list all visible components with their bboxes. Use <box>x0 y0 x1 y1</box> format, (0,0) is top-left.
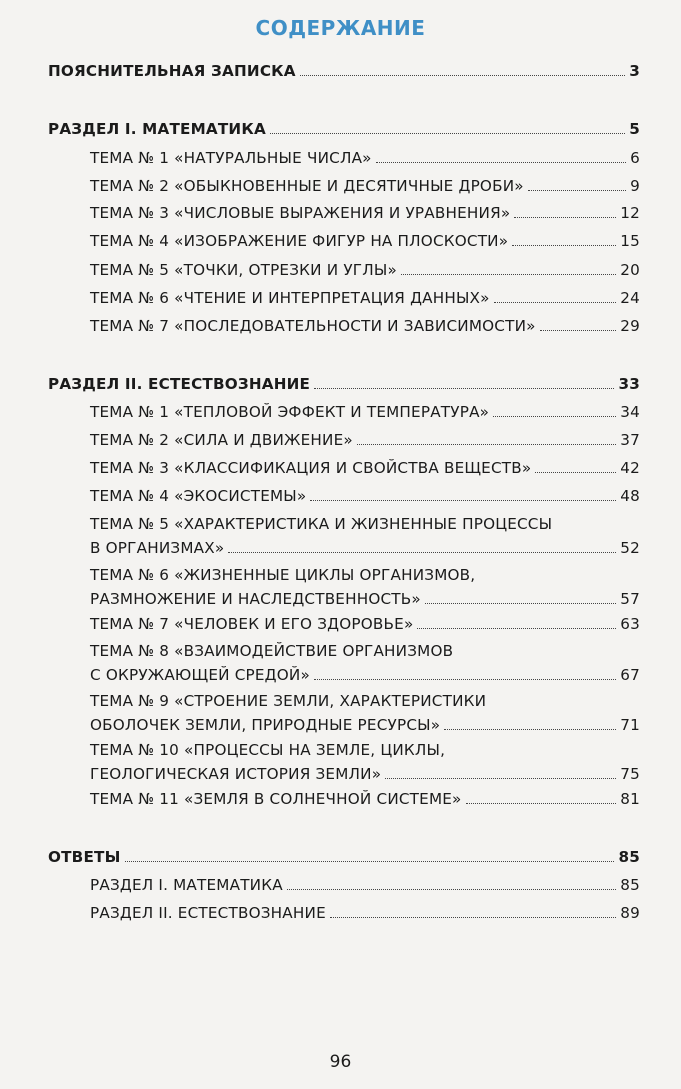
toc-entry-math-topic-1[interactable] <box>90 149 640 167</box>
toc-entry-science-topic-9[interactable] <box>90 692 640 734</box>
toc-entry-label-line1: ТЕМА № 6 «ЖИЗНЕННЫЕ ЦИКЛЫ ОРГАНИЗМОВ, <box>90 566 476 584</box>
dot-leader <box>417 627 616 629</box>
dot-leader <box>330 916 616 918</box>
toc-entry-page: 3 <box>629 62 640 80</box>
toc-entry-section-1[interactable] <box>48 120 640 138</box>
dot-leader <box>228 551 616 553</box>
toc-entry-label: ТЕМА № 11 «ЗЕМЛЯ В СОЛНЕЧНОЙ СИСТЕМЕ» <box>90 790 462 808</box>
dot-leader <box>300 74 625 76</box>
dot-leader <box>444 728 616 730</box>
toc-entry-page: 48 <box>620 487 640 505</box>
toc-entry-math-topic-7[interactable] <box>90 317 640 335</box>
toc-entry-page: 52 <box>620 539 640 557</box>
toc-entry-label-line2: РАЗМНОЖЕНИЕ И НАСЛЕДСТВЕННОСТЬ» <box>90 590 421 608</box>
toc-entry-label: ТЕМА № 6 «ЧТЕНИЕ И ИНТЕРПРЕТАЦИЯ ДАННЫХ» <box>90 289 490 307</box>
toc-entry-label: ТЕМА № 3 «КЛАССИФИКАЦИЯ И СВОЙСТВА ВЕЩЕСТВ» <box>90 459 532 477</box>
toc-entry-math-topic-2[interactable] <box>90 177 640 195</box>
toc-entry-answers-section-1[interactable] <box>90 876 640 894</box>
toc-entry-label: ОТВЕТЫ <box>48 848 121 866</box>
toc-entry-explanatory-note[interactable] <box>48 62 640 80</box>
dot-leader <box>314 678 616 680</box>
toc-entry-label-line1: ТЕМА № 8 «ВЗАИМОДЕЙСТВИЕ ОРГАНИЗМОВ <box>90 642 454 660</box>
toc-entry-label: ТЕМА № 3 «ЧИСЛОВЫЕ ВЫРАЖЕНИЯ И УРАВНЕНИЯ» <box>90 204 511 222</box>
dot-leader <box>287 888 616 890</box>
page-title: СОДЕРЖАНИЕ <box>255 16 426 40</box>
toc-entry-science-topic-7[interactable] <box>90 615 640 633</box>
toc-entry-label: РАЗДЕЛ II. ЕСТЕСТВОЗНАНИЕ <box>90 904 326 922</box>
toc-entry-label-line2: ОБОЛОЧЕК ЗЕМЛИ, ПРИРОДНЫЕ РЕСУРСЫ» <box>90 716 441 734</box>
toc-entry-page: 57 <box>620 590 640 608</box>
toc-entry-science-topic-11[interactable] <box>90 790 640 808</box>
page-number: 96 <box>329 1052 352 1072</box>
dot-leader <box>540 329 617 331</box>
toc-entry-label-line1: ТЕМА № 9 «СТРОЕНИЕ ЗЕМЛИ, ХАРАКТЕРИСТИКИ <box>90 692 487 710</box>
dot-leader <box>125 860 615 862</box>
toc-entry-math-topic-6[interactable] <box>90 289 640 307</box>
dot-leader <box>535 471 616 473</box>
toc-entry-page: 85 <box>620 876 640 894</box>
toc-entry-answers[interactable] <box>48 848 640 866</box>
toc-entry-page: 29 <box>620 317 640 335</box>
dot-leader <box>425 602 616 604</box>
toc-entry-science-topic-5[interactable] <box>90 515 640 557</box>
toc-entry-science-topic-6[interactable] <box>90 566 640 608</box>
dot-leader <box>270 132 625 134</box>
dot-leader <box>310 499 616 501</box>
toc-entry-page: 6 <box>630 149 640 167</box>
toc-entry-page: 20 <box>620 261 640 279</box>
toc-entry-science-topic-2[interactable] <box>90 431 640 449</box>
toc-entry-page: 5 <box>629 120 640 138</box>
toc-entry-science-topic-3[interactable] <box>90 459 640 477</box>
toc-entry-page: 33 <box>618 375 640 393</box>
toc-entry-science-topic-1[interactable] <box>90 403 640 421</box>
dot-leader <box>357 443 616 445</box>
toc-entry-math-topic-3[interactable] <box>90 204 640 222</box>
toc-entry-science-topic-4[interactable] <box>90 487 640 505</box>
toc-entry-label-line2: В ОРГАНИЗМАХ» <box>90 539 225 557</box>
toc-entry-page: 75 <box>620 765 640 783</box>
toc-entry-label-line1: ТЕМА № 5 «ХАРАКТЕРИСТИКА И ЖИЗНЕННЫЕ ПРОЦЕССЫ <box>90 515 553 533</box>
toc-entry-math-topic-5[interactable] <box>90 261 640 279</box>
toc-entry-label: РАЗДЕЛ II. ЕСТЕСТВОЗНАНИЕ <box>48 375 311 393</box>
dot-leader <box>376 161 626 163</box>
toc-entry-label: ТЕМА № 2 «СИЛА И ДВИЖЕНИЕ» <box>90 431 353 449</box>
toc-entry-page: 12 <box>620 204 640 222</box>
toc-entry-section-2[interactable] <box>48 375 640 393</box>
toc-entry-page: 85 <box>618 848 640 866</box>
toc-entry-page: 63 <box>620 615 640 633</box>
dot-leader <box>528 189 626 191</box>
toc-entry-label: ТЕМА № 1 «НАТУРАЛЬНЫЕ ЧИСЛА» <box>90 149 372 167</box>
toc-entry-label: ТЕМА № 5 «ТОЧКИ, ОТРЕЗКИ И УГЛЫ» <box>90 261 397 279</box>
dot-leader <box>494 301 617 303</box>
toc-entry-page: 37 <box>620 431 640 449</box>
toc-entry-page: 67 <box>620 666 640 684</box>
toc-entry-science-topic-10[interactable] <box>90 741 640 783</box>
toc-entry-label-line2: С ОКРУЖАЮЩЕЙ СРЕДОЙ» <box>90 666 310 684</box>
toc-entry-science-topic-8[interactable] <box>90 642 640 684</box>
toc-entry-page: 89 <box>620 904 640 922</box>
toc-entry-label: ТЕМА № 4 «ИЗОБРАЖЕНИЕ ФИГУР НА ПЛОСКОСТИ» <box>90 232 509 250</box>
dot-leader <box>385 777 616 779</box>
toc-entry-page: 34 <box>620 403 640 421</box>
toc-entry-label-line2: ГЕОЛОГИЧЕСКАЯ ИСТОРИЯ ЗЕМЛИ» <box>90 765 382 783</box>
toc-entry-page: 24 <box>620 289 640 307</box>
dot-leader <box>493 415 616 417</box>
toc-entry-label: ТЕМА № 7 «ПОСЛЕДОВАТЕЛЬНОСТИ И ЗАВИСИМОСТИ» <box>90 317 536 335</box>
dot-leader <box>314 387 614 389</box>
toc-entry-page: 42 <box>620 459 640 477</box>
dot-leader <box>401 273 616 275</box>
toc-entry-math-topic-4[interactable] <box>90 232 640 250</box>
toc-entry-page: 71 <box>620 716 640 734</box>
toc-entry-label: ТЕМА № 7 «ЧЕЛОВЕК И ЕГО ЗДОРОВЬЕ» <box>90 615 414 633</box>
dot-leader <box>512 244 616 246</box>
toc-entry-label: ТЕМА № 2 «ОБЫКНОВЕННЫЕ И ДЕСЯТИЧНЫЕ ДРОБИ» <box>90 177 524 195</box>
toc-entry-page: 81 <box>620 790 640 808</box>
toc-entry-page: 15 <box>620 232 640 250</box>
toc-entry-label: РАЗДЕЛ I. МАТЕМАТИКА <box>90 876 283 894</box>
toc-entry-label-line1: ТЕМА № 10 «ПРОЦЕССЫ НА ЗЕМЛЕ, ЦИКЛЫ, <box>90 741 446 759</box>
toc-entry-answers-section-2[interactable] <box>90 904 640 922</box>
toc-entry-label: ТЕМА № 4 «ЭКОСИСТЕМЫ» <box>90 487 307 505</box>
dot-leader <box>466 802 617 804</box>
toc-entry-label: ПОЯСНИТЕЛЬНАЯ ЗАПИСКА <box>48 62 296 80</box>
toc-entry-label: ТЕМА № 1 «ТЕПЛОВОЙ ЭФФЕКТ И ТЕМПЕРАТУРА» <box>90 403 490 421</box>
toc-entry-page: 9 <box>630 177 640 195</box>
dot-leader <box>514 216 616 218</box>
toc-entry-label: РАЗДЕЛ I. МАТЕМАТИКА <box>48 120 266 138</box>
